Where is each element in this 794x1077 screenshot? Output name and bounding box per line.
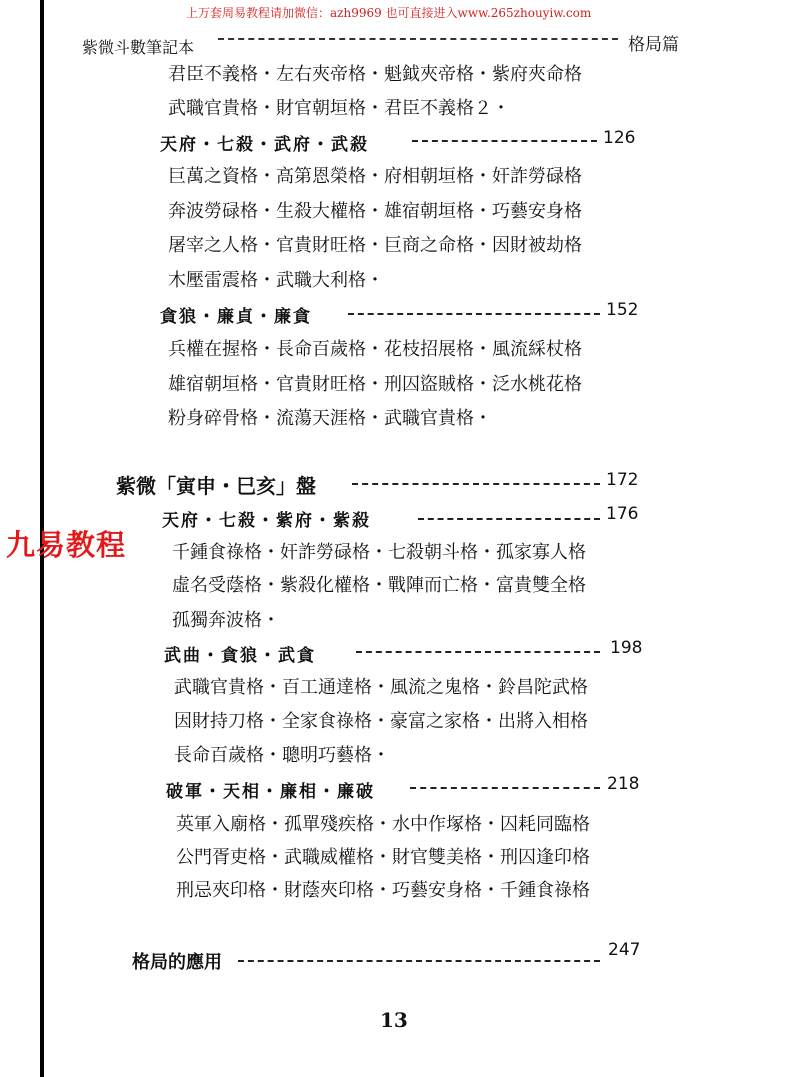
- toc-item-line: 虛名受蔭格・紫殺化權格・戰陣而亡格・富貴雙全格: [172, 575, 586, 596]
- toc-page-number: 176: [606, 504, 639, 524]
- toc-final-title: 格局的應用: [132, 952, 222, 973]
- toc-section-heading: 天府・七殺・武府・武殺: [160, 135, 369, 155]
- toc-leader: [238, 960, 600, 962]
- toc-leader: [356, 651, 600, 653]
- toc-item-line: 英軍入廟格・孤單殘疾格・水中作塚格・囚耗同臨格: [176, 814, 590, 835]
- toc-item-line: 武職官貴格・百工通達格・風流之鬼格・鈴昌陀武格: [174, 677, 588, 698]
- watermark-logo: 九易教程: [6, 528, 127, 562]
- toc-item-line: 公門胥吏格・武職威權格・財官雙美格・刑囚逢印格: [176, 847, 590, 868]
- page-number: 13: [380, 1008, 408, 1032]
- toc-item-line: 長命百歲格・聰明巧藝格・: [174, 745, 390, 766]
- toc-leader: [352, 483, 600, 485]
- toc-item-line: 屠宰之人格・官貴財旺格・巨商之命格・因財被劫格: [168, 235, 582, 256]
- toc-page-number: 198: [610, 638, 643, 658]
- toc-item-line: 千鍾食祿格・奸詐勞碌格・七殺朝斗格・孤家寡人格: [172, 542, 586, 563]
- toc-item-line: 粉身碎骨格・流蕩天涯格・武職官貴格・: [168, 408, 492, 429]
- toc-item-line: 木壓雷震格・武職大利格・: [168, 270, 384, 291]
- toc-page-number: 247: [608, 940, 641, 960]
- running-header-title: 紫微斗數筆記本: [82, 38, 195, 57]
- toc-item-line: 巨萬之資格・高第恩榮格・府相朝垣格・奸詐勞碌格: [168, 166, 582, 187]
- toc-leader: [418, 518, 600, 520]
- toc-section-heading: 破軍・天相・廉相・廉破: [166, 782, 375, 802]
- toc-section-heading: 武曲・貪狼・武貪: [164, 646, 316, 666]
- chapter-title: 紫微「寅申・巳亥」盤: [116, 474, 316, 498]
- running-header-leader: [218, 38, 618, 40]
- toc-item-line: 因財持刀格・全家食祿格・豪富之家格・出將入相格: [174, 711, 588, 732]
- toc-page-number: 126: [603, 128, 636, 148]
- toc-item-line: 刑忌夾印格・財蔭夾印格・巧藝安身格・千鍾食祿格: [176, 880, 590, 901]
- top-banner: 上万套周易教程请加微信：azh9969 也可直接进入www.265zhouyiw.com: [186, 6, 592, 20]
- toc-section-heading: 天府・七殺・紫府・紫殺: [162, 511, 371, 531]
- toc-leader: [410, 787, 600, 789]
- running-header-section: 格局篇: [628, 35, 679, 55]
- toc-page-number: 172: [606, 470, 639, 490]
- toc-leader: [348, 313, 600, 315]
- toc-leader: [412, 140, 597, 142]
- toc-item-line: 孤獨奔波格・: [172, 610, 280, 631]
- toc-item-line: 雄宿朝垣格・官貴財旺格・刑囚盜賊格・泛水桃花格: [168, 374, 582, 395]
- toc-section-heading: 貪狼・廉貞・廉貪: [160, 307, 312, 327]
- toc-item-line: 君臣不義格・左右夾帝格・魁鉞夾帝格・紫府夾命格: [168, 64, 582, 85]
- toc-page-number: 152: [606, 300, 639, 320]
- toc-item-line: 武職官貴格・財官朝垣格・君臣不義格２・: [168, 98, 510, 119]
- toc-page-number: 218: [607, 774, 640, 794]
- toc-item-line: 兵權在握格・長命百歲格・花枝招展格・風流綵杖格: [168, 339, 582, 360]
- toc-item-line: 奔波勞碌格・生殺大權格・雄宿朝垣格・巧藝安身格: [168, 201, 582, 222]
